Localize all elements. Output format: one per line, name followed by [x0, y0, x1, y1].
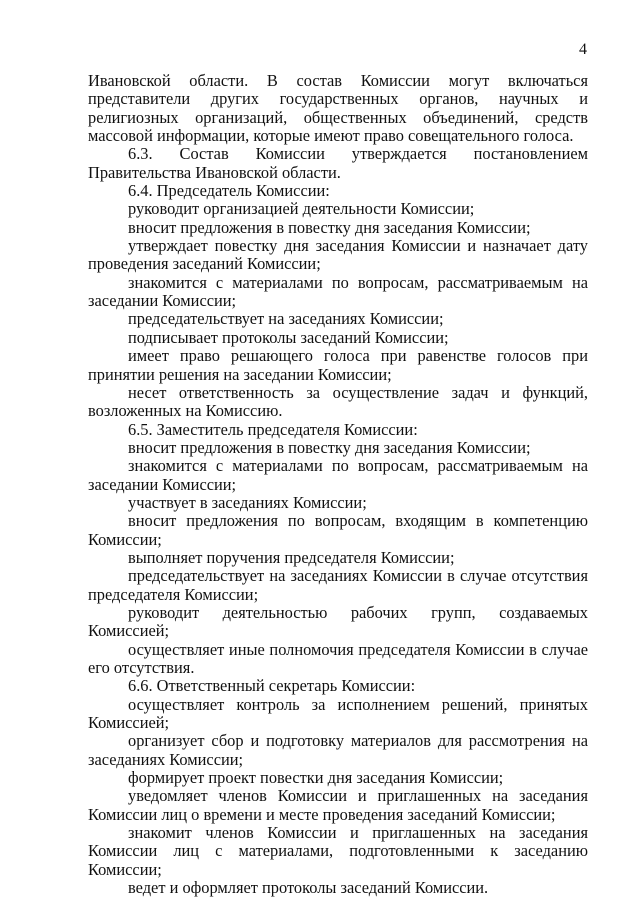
list-item: организует сбор и подготовку материалов для рассмотрения на заседаниях Комиссии; [88, 731, 588, 769]
list-item: имеет право решающего голоса при равенстве голосов при принятии решения на заседании Комиссии; [88, 346, 588, 384]
list-item: вносит предложения в повестку дня заседания Комиссии; [128, 437, 531, 457]
list-item: знакомит членов Комиссии и приглашенных на заседания Комиссии лиц с материалами, подготовленными к заседанию Комиссии; [88, 823, 588, 879]
list-item: несет ответственность за осуществление задач и функций, возложенных на Комиссию. [88, 382, 588, 421]
section-6-3: 6.3. Состав Комиссии утверждается постановлением Правительства Ивановской области. [88, 144, 588, 182]
list-item: знакомится с материалами по вопросам, рассматриваемым на заседании Комиссии; [88, 456, 588, 494]
list-item: руководит организацией деятельности Комиссии; [128, 199, 475, 219]
list-item: утверждает повестку дня заседания Комиссии и назначает дату проведения заседаний Комиссии; [88, 236, 588, 274]
list-item: ведет и оформляет протоколы заседаний Комиссии. [128, 878, 489, 898]
list-item: председательствует на заседаниях Комиссии; [128, 309, 444, 329]
list-item: участвует в заседаниях Комиссии; [128, 492, 367, 512]
list-item: осуществляет иные полномочия председателя Комиссии в случае его отсутствия. [88, 639, 588, 677]
list-item: вносит предложения в повестку дня заседания Комиссии; [128, 217, 531, 237]
page-number: 4 [579, 41, 587, 58]
list-item: уведомляет членов Комиссии и приглашенных на заседания Комиссии лиц о времени и месте проведения заседаний Комиссии; [88, 786, 588, 824]
document-body [88, 72, 588, 897]
section-6-6-heading: 6.6. Ответственный секретарь Комиссии: [128, 676, 416, 696]
section-6-5-heading: 6.5. Заместитель председателя Комиссии: [128, 419, 418, 439]
list-item: вносит предложения по вопросам, входящим в компетенцию Комиссии; [88, 511, 588, 549]
section-6-4-heading: 6.4. Председатель Комиссии: [128, 181, 330, 201]
list-item: осуществляет контроль за исполнением решений, принятых Комиссией; [88, 694, 588, 733]
paragraph-continuation: Ивановской области. В состав Комиссии могут включаться представители других государственных органов, научных и религиозных организаций, общественных объединений, средств массовой информации, которые имеют право совещательного голоса. [88, 71, 588, 146]
list-item: формирует проект повестки дня заседания Комиссии; [128, 768, 504, 788]
list-item: знакомится с материалами по вопросам, рассматриваемым на заседании Комиссии; [88, 272, 588, 311]
list-item: руководит деятельностью рабочих групп, создаваемых Комиссией; [88, 602, 588, 641]
list-item: выполняет поручения председателя Комиссии; [128, 547, 455, 567]
list-item: подписывает протоколы заседаний Комиссии; [128, 327, 449, 347]
list-item: председательствует на заседаниях Комиссии в случае отсутствия председателя Комиссии; [88, 566, 588, 604]
